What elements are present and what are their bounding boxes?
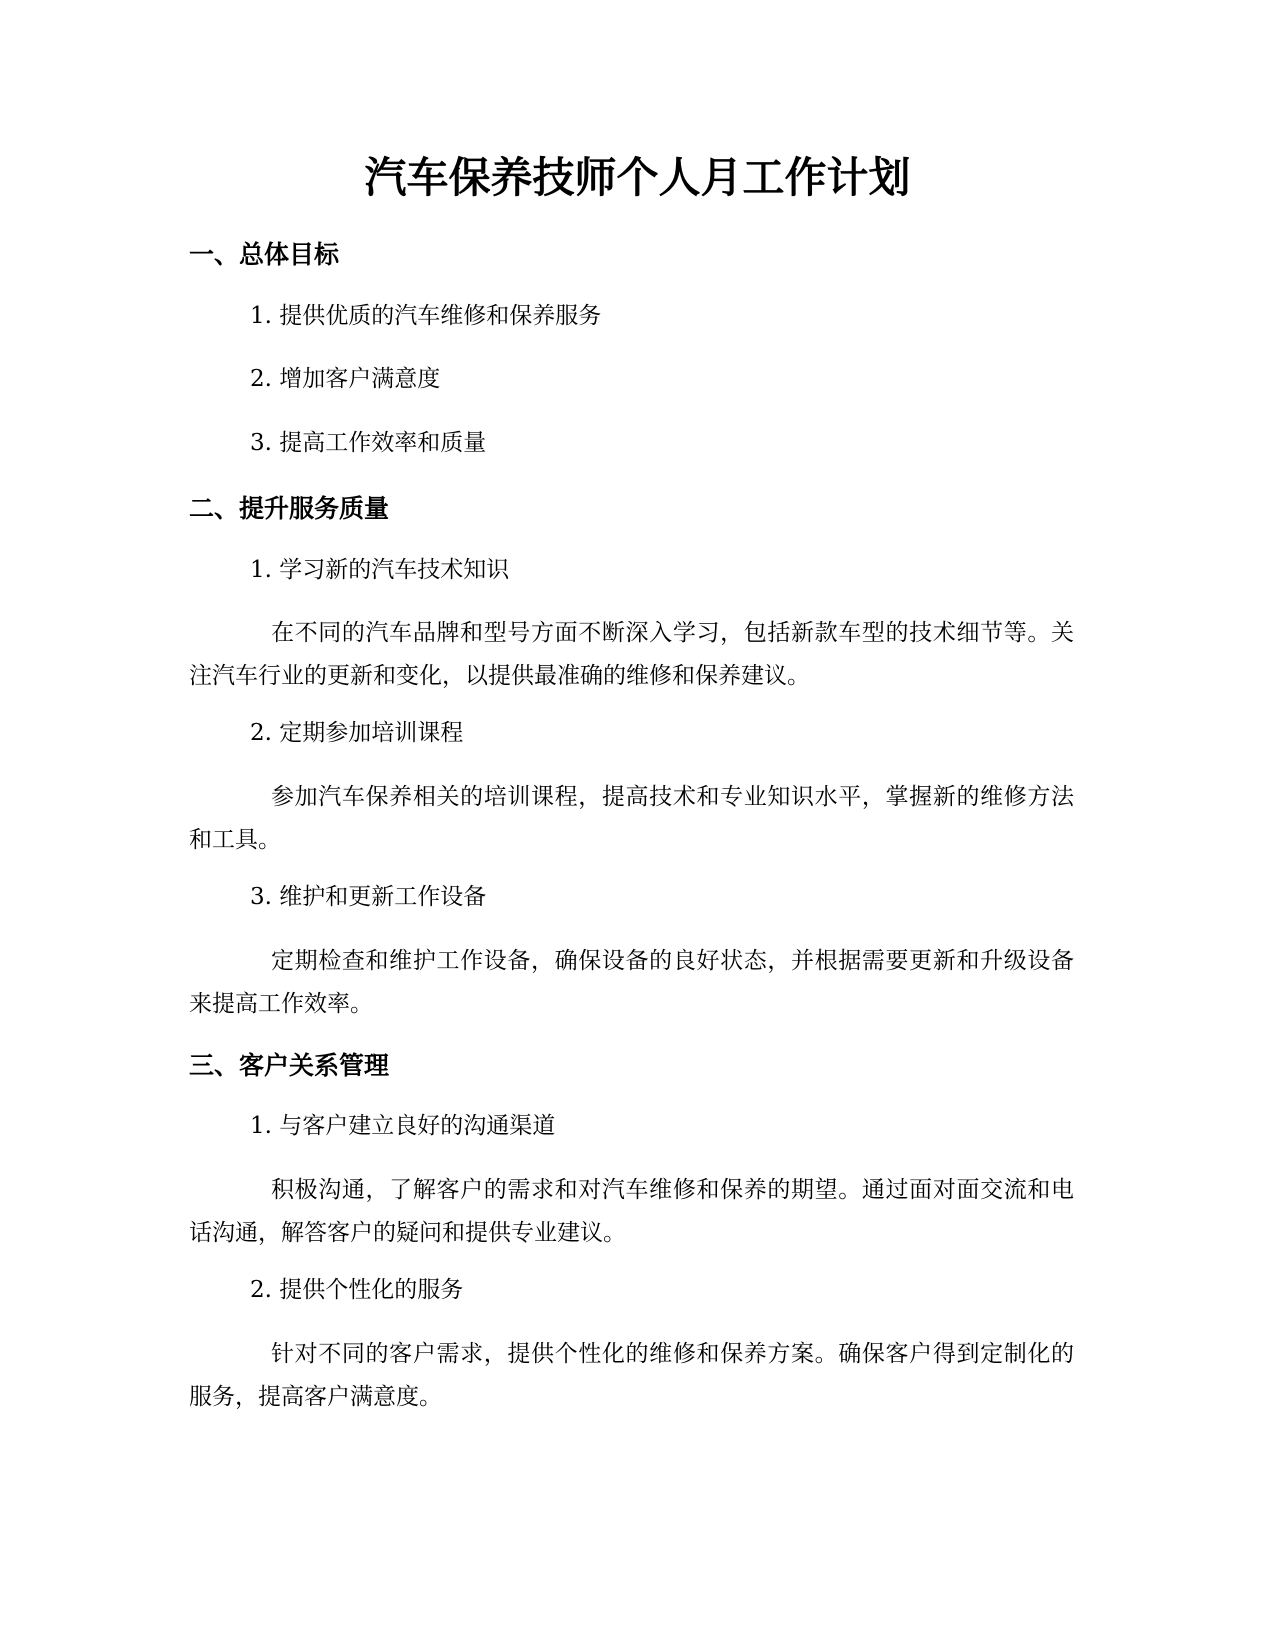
paragraph: 参加汽车保养相关的培训课程，提高技术和专业知识水平，掌握新的维修方法和工具。 [189,784,1074,853]
paragraph: 定期检查和维护工作设备，确保设备的良好状态，并根据需要更新和升级设备来提高工作效率。 [189,948,1074,1017]
section-heading-customer-relations: 三、客户关系管理 [189,1051,390,1080]
list-item: 1. 与客户建立良好的沟通渠道 [250,1113,556,1139]
list-item: 2. 提供个性化的服务 [250,1277,464,1303]
paragraph: 针对不同的客户需求，提供个性化的维修和保养方案。确保客户得到定制化的服务，提高客户满意度。 [189,1341,1074,1410]
section-heading-overall-goals: 一、总体目标 [189,240,340,269]
paragraph: 在不同的汽车品牌和型号方面不断深入学习，包括新款车型的技术细节等。关注汽车行业的更新和变化，以提供最准确的维修和保养建议。 [189,620,1074,689]
document-title: 汽车保养技师个人月工作计划 [364,153,911,202]
list-item: 2. 定期参加培训课程 [250,720,464,746]
list-item: 3. 提高工作效率和质量 [250,430,487,456]
section-heading-service-quality: 二、提升服务质量 [189,494,390,523]
list-item: 1. 学习新的汽车技术知识 [250,557,510,583]
list-item: 3. 维护和更新工作设备 [250,884,487,910]
paragraph: 积极沟通，了解客户的需求和对汽车维修和保养的期望。通过面对面交流和电话沟通，解答客户的疑问和提供专业建议。 [189,1177,1074,1246]
list-item: 2. 增加客户满意度 [250,366,441,392]
list-item: 1. 提供优质的汽车维修和保养服务 [250,303,602,329]
